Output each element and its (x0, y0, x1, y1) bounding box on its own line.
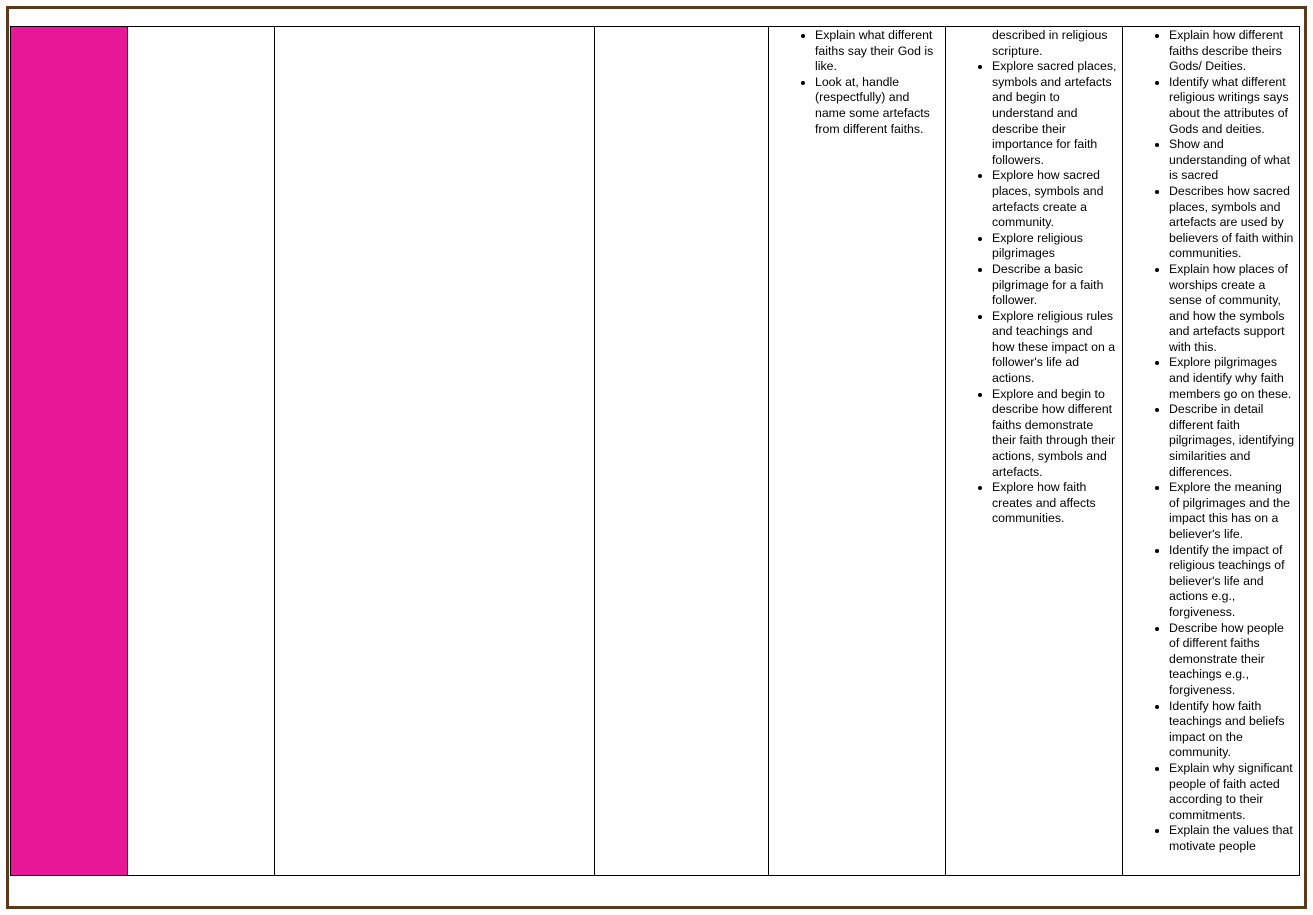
objectives-list-early (769, 28, 945, 137)
list-item: • Explore the meaning of pilgrimages and the impact this has on a believer's life. (1169, 480, 1295, 542)
list-item: • Explore pilgrimages and identify why faith members go on these. (1169, 355, 1295, 402)
objectives-cell-middle (946, 27, 1123, 876)
list-item: • Explain how different faiths describe theirs Gods/ Deities. (1169, 28, 1295, 75)
list-item: • Look at, handle (respectfully) and name some artefacts from different faiths. (815, 75, 941, 137)
list-item: • Explore how faith creates and affects communities. (992, 480, 1118, 527)
list-item: • Explore how sacred places, symbols and artefacts create a community. (992, 168, 1118, 230)
list-item: • Explore and begin to describe how different faiths demonstrate their faith through their actions, symbols and artefacts. (992, 387, 1118, 481)
list-item: • Describe how people of different faiths demonstrate their teachings e.g., forgiveness. (1169, 621, 1295, 699)
list-item: • Explore religious rules and teachings and how these impact on a follower's life ad actions. (992, 309, 1118, 387)
objectives-cell-upper (1123, 27, 1300, 876)
list-item: • Explore religious pilgrimages (992, 231, 1118, 262)
objectives-list-upper (1123, 28, 1299, 854)
list-item: • Describes how sacred places, symbols and artefacts are used by believers of faith within communities. (1169, 184, 1295, 262)
list-item: • Describe in detail different faith pilgrimages, identifying similarities and differences. (1169, 402, 1295, 480)
empty-cell-1 (128, 27, 275, 876)
continued-text: described in religious scripture. (992, 28, 1108, 58)
curriculum-table (10, 26, 1300, 876)
objectives-list-middle (946, 59, 1122, 527)
list-item: • Explain what different faiths say their God is like. (815, 28, 941, 75)
list-item: • Identify how faith teachings and beliefs impact on the community. (1169, 699, 1295, 761)
list-item: • Show and understanding of what is sacred (1169, 137, 1295, 184)
list-item: • Explain why significant people of faith acted according to their commitments. (1169, 761, 1295, 823)
table-row (11, 27, 1300, 876)
empty-cell-3 (595, 27, 769, 876)
list-item: • Explain how places of worships create a sense of community, and how the symbols and artefacts support with this. (1169, 262, 1295, 356)
list-item: • Explore sacred places, symbols and artefacts and begin to understand and describe their importance for faith followers. (992, 59, 1118, 168)
pink-color-block (11, 27, 128, 876)
list-item: • Describe a basic pilgrimage for a faith follower. (992, 262, 1118, 309)
list-item: • Explain the values that motivate people (1169, 823, 1295, 854)
list-item: • Identify what different religious writings says about the attributes of Gods and deities. (1169, 75, 1295, 137)
list-item: • Identify the impact of religious teachings of believer's life and actions e.g., forgiveness. (1169, 543, 1295, 621)
objectives-cell-early (769, 27, 946, 876)
empty-cell-2 (275, 27, 595, 876)
